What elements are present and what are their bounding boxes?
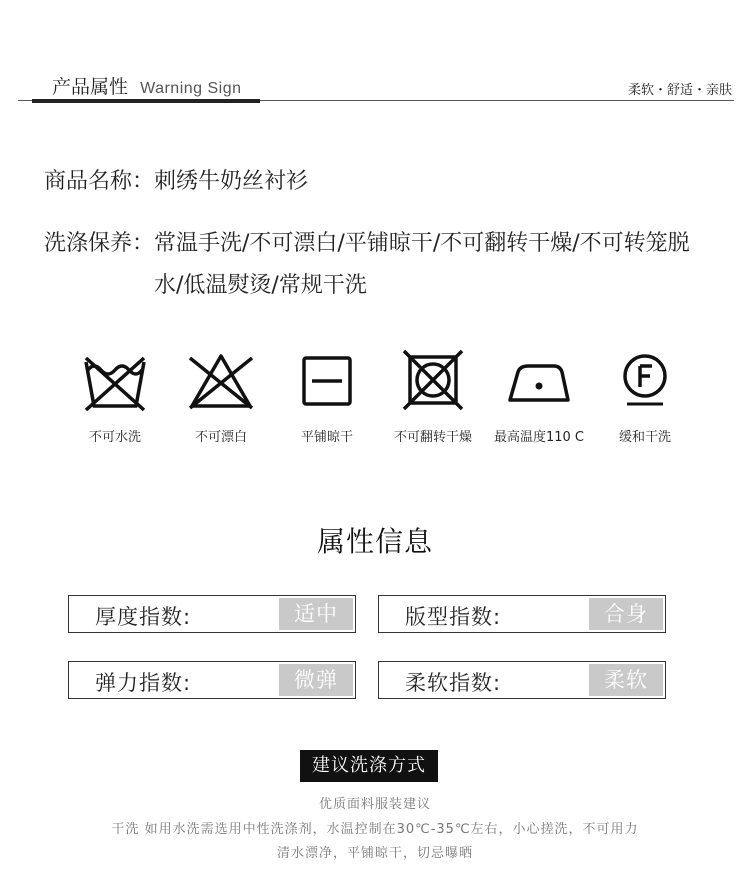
no-water-wash-icon <box>80 348 150 414</box>
section-heading <box>52 72 242 99</box>
product-name-label: 商品名称： <box>44 169 155 194</box>
heading-title-cn: 产品属性 <box>52 76 129 98</box>
wash-advice-line: 清水漂净，平铺晾干，切忌曝晒 <box>276 846 473 861</box>
wash-advice-line: 干洗 如用水洗需选用中性洗涤剂，水温控制在30℃-35℃左右，小心搓洗，不可用力 <box>111 822 639 837</box>
care-label: 不可水洗 <box>88 430 141 445</box>
wash-care-row <box>44 223 714 307</box>
wash-advice-line: 优质面料服装建议 <box>318 797 431 812</box>
attribute-value: 合身 <box>589 598 663 630</box>
attribute-fit <box>378 595 666 633</box>
care-item-no-tumble <box>378 348 488 445</box>
care-label: 缓和干洗 <box>618 430 671 445</box>
attribute-label: 厚度指数: <box>95 605 192 629</box>
no-bleach-icon <box>186 348 256 414</box>
care-icons-row <box>60 348 720 458</box>
attribute-thickness <box>68 595 356 633</box>
care-item-no-wash <box>60 348 170 445</box>
attribute-value: 柔软 <box>589 664 663 696</box>
wash-care-value: 常温手洗/不可漂白/平铺晾干/不可翻转干燥/不可转笼脱水/低温熨烫/常规干洗 <box>154 231 690 298</box>
attribute-softness <box>378 661 666 699</box>
attribute-elasticity <box>68 661 356 699</box>
header <box>0 0 750 110</box>
care-label: 平铺晾干 <box>300 430 353 445</box>
wash-advice-badge: 建议洗涤方式 <box>300 750 438 782</box>
attributes-title: 属性信息 <box>316 525 433 558</box>
attribute-label: 柔软指数: <box>405 671 502 695</box>
care-item-flat-dry <box>272 348 382 445</box>
care-label: 最高温度110 C <box>493 430 585 445</box>
product-name-row <box>44 161 308 203</box>
tagline: 柔软・舒适・亲肤 <box>627 83 732 98</box>
care-label: 不可漂白 <box>194 430 247 445</box>
flat-dry-icon <box>292 348 362 414</box>
care-item-no-bleach <box>166 348 276 445</box>
attribute-value: 微弹 <box>279 664 353 696</box>
no-tumble-dry-icon <box>398 348 468 414</box>
care-label: 不可翻转干燥 <box>393 430 472 445</box>
iron-icon <box>504 348 574 414</box>
product-name-value: 刺绣牛奶丝衬衫 <box>154 169 309 194</box>
gentle-dry-clean-icon <box>610 348 680 414</box>
attribute-value: 适中 <box>279 598 353 630</box>
header-underline-accent <box>32 99 260 103</box>
heading-title-en: Warning Sign <box>140 80 242 97</box>
attribute-label: 弹力指数: <box>95 671 192 695</box>
wash-care-label: 洗涤保养： <box>44 231 155 256</box>
care-item-gentle-dry-clean <box>590 348 700 445</box>
care-item-iron <box>484 348 594 445</box>
attribute-label: 版型指数: <box>405 605 502 629</box>
